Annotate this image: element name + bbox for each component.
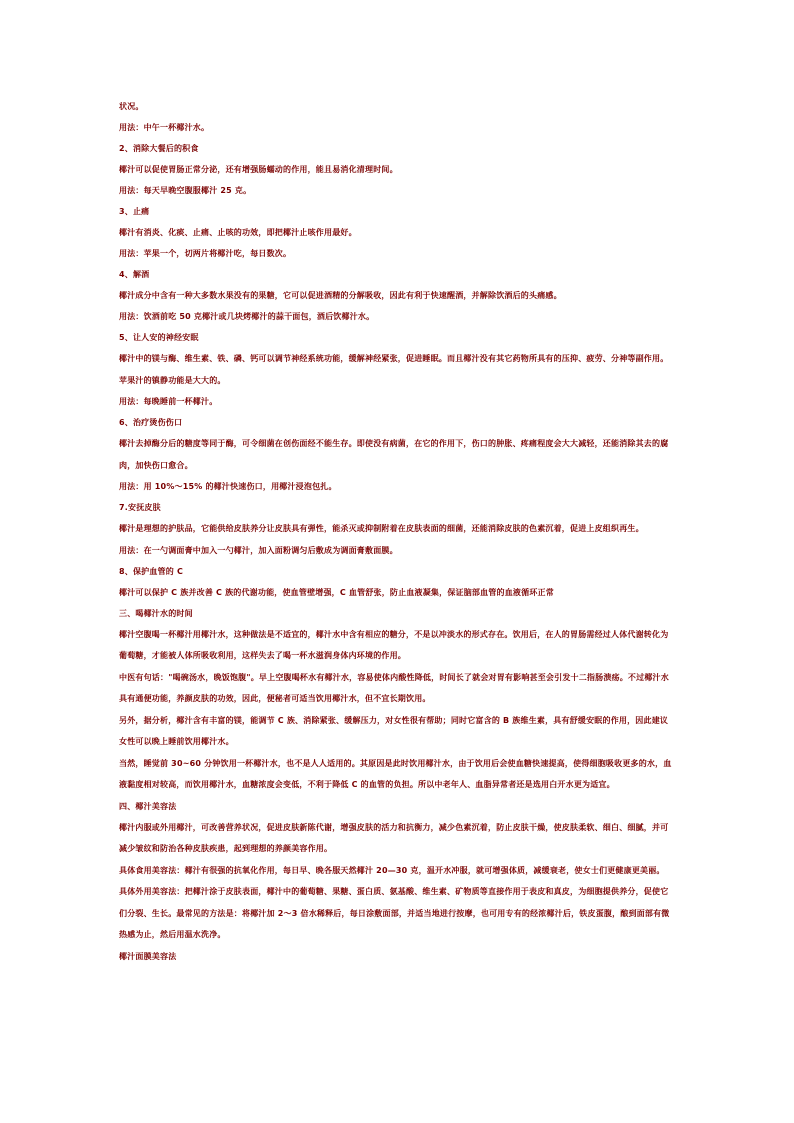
paragraph: 椰汁是理想的护肤品，它能供给皮肤养分让皮肤具有弹性，能杀灭或抑制附着在皮肤表面的细菌，还能消除皮肤的色素沉着，促进上皮组织再生。 (119, 524, 644, 533)
section-heading: 3、止痛 (119, 207, 150, 216)
section-heading: 5、让人安的神经安眠 (119, 333, 199, 342)
usage-line: 用法：每晚睡前一杯椰汁。 (119, 397, 218, 406)
paragraph: 具体外用美容法：把椰汁涂于皮肤表面，椰汁中的葡萄糖、果糖、蛋白质、氨基酸、维生素、矿物质等直接作用于表皮和真皮，为细胞提供养分，促使它们分裂、生长。最常见的方法是：将椰汁加 2～3 倍水稀释后，每日涂敷面部，并适当地进行按摩，也可用专有的经浓椰汁后，铁皮蛋腹，酿到面部有微热感为止，然后用温水洗净。 (119, 887, 670, 939)
section-heading: 三、喝椰汁水的时间 (119, 608, 193, 618)
section-heading: 椰汁面膜美容法 (119, 951, 177, 961)
paragraph: 椰汁可以保护 C 族并改善 C 族的代谢功能，使血管壁增强，C 血管舒张，防止血液凝集，保证脑部血管的血液循环正常 (119, 587, 554, 597)
paragraph: 椰汁有消炎、化痰、止痛、止咳的功效，即把椰汁止咳作用最好。 (119, 228, 357, 237)
usage-line: 用法：在一勺调面膏中加入一勺椰汁，加入面粉调匀后敷成为调面膏敷面膜。 (119, 545, 398, 555)
paragraph: 椰汁可以促使胃肠正常分泌，还有增强肠蠕动的作用，能且易消化清理时间。 (119, 165, 398, 174)
paragraph: 当然，睡觉前 30~60 分钟饮用一杯椰汁水，也不是人人适用的。其原因是此时饮用椰汁水，由于饮用后会使血糖快速提高，使得细胞吸收更多的水，血液黏度相对较高，而饮用椰汁水，血糖浓度会变低，不利于降低 C 的血管的负担。所以中老年人、血脂异常者还是选用白开水更为适宜。 (119, 758, 672, 789)
paragraph: 椰汁中的镁与酶、维生素、铁、磷、钙可以调节神经系统功能，缓解神经紧张，促进睡眠。而且椰汁没有其它药物所具有的压抑、疲劳、分神等副作用。苹果汁的镇静功能是大大的。 (119, 354, 669, 385)
document-body (119, 96, 675, 967)
usage-line: 用法：中午一杯椰汁水。 (119, 123, 210, 132)
paragraph: 椰汁空腹喝一杯椰汁用椰汁水，这种做法是不适宜的，椰汁水中含有相应的糖分，不是以冲淡水的形式存在。饮用后，在人的胃肠需经过人体代谢转化为葡萄糖，才能被人体所吸收利用，这样失去了喝一杯水滋润身体内环境的作用。 (119, 629, 669, 660)
paragraph: 椰汁成分中含有一种大多数水果没有的果糖，它可以促进酒精的分解吸收，因此有利于快速醒酒，并解除饮酒后的头痛感。 (119, 291, 562, 300)
paragraph: 另外，据分析，椰汁含有丰富的镁，能调节 C 族、消除紧张、缓解压力，对女性很有帮助；同时它富含的 B 族维生素，具有舒缓安眠的作用，因此建议女性可以晚上睡前饮用椰汁水。 (119, 715, 669, 746)
paragraph: 椰汁内服或外用椰汁，可改善营养状况，促进皮肤新陈代谢，增强皮肤的活力和抗衡力，减少色素沉着，防止皮肤干燥，使皮肤柔软、细白、细腻，并可减少皱纹和防治各种皮肤疾患，起到理想的养颜美容作用。 (119, 822, 669, 853)
usage-line: 用法：用 10%～15% 的椰汁快速伤口，用椰汁浸泡包扎。 (119, 482, 337, 491)
usage-line: 用法：饮酒前吃 50 克椰汁或几块烤椰汁的蒜干面包，酒后饮椰汁水。 (119, 312, 375, 321)
section-heading: 2、消除大餐后的积食 (119, 144, 199, 153)
section-heading: 四、椰汁美容法 (119, 801, 177, 811)
paragraph: 椰汁去掉酶分后的糖度等同于酶，可令细菌在创伤面经不能生存。即使没有病菌，在它的作用下，伤口的肿胀、疼痛程度会大大减轻，还能消除其去的腐肉，加快伤口愈合。 (119, 439, 669, 470)
section-heading: 7.安抚皮肤 (119, 503, 161, 512)
section-heading: 4、解酒 (119, 270, 150, 279)
usage-line: 用法：每天早晚空腹服椰汁 25 克。 (119, 186, 252, 195)
paragraph: 状况。 (119, 102, 144, 111)
section-heading: 6、治疗烫伤伤口 (119, 418, 183, 427)
usage-line: 用法：苹果一个，切两片将椰汁吃，每日数次。 (119, 249, 292, 258)
paragraph: 具体食用美容法：椰汁有很强的抗氧化作用，每日早、晚各服天然椰汁 20—30 克，温开水冲服，就可增强体质，减缓衰老，使女士们更健康更美丽。 (119, 865, 665, 875)
paragraph: 中医有句话："喝碗汤水，晚饭饱腹"。早上空腹喝杯水有椰汁水，容易使体内酸性降低，时间长了就会对胃有影响甚至会引发十二指肠溃疡。不过椰汁水具有通便功能，养颜皮肤的功效，因此，便秘者可适当饮用椰汁水，但不宜长期饮用。 (119, 672, 669, 703)
section-heading: 8、保护血管的 C (119, 566, 184, 576)
